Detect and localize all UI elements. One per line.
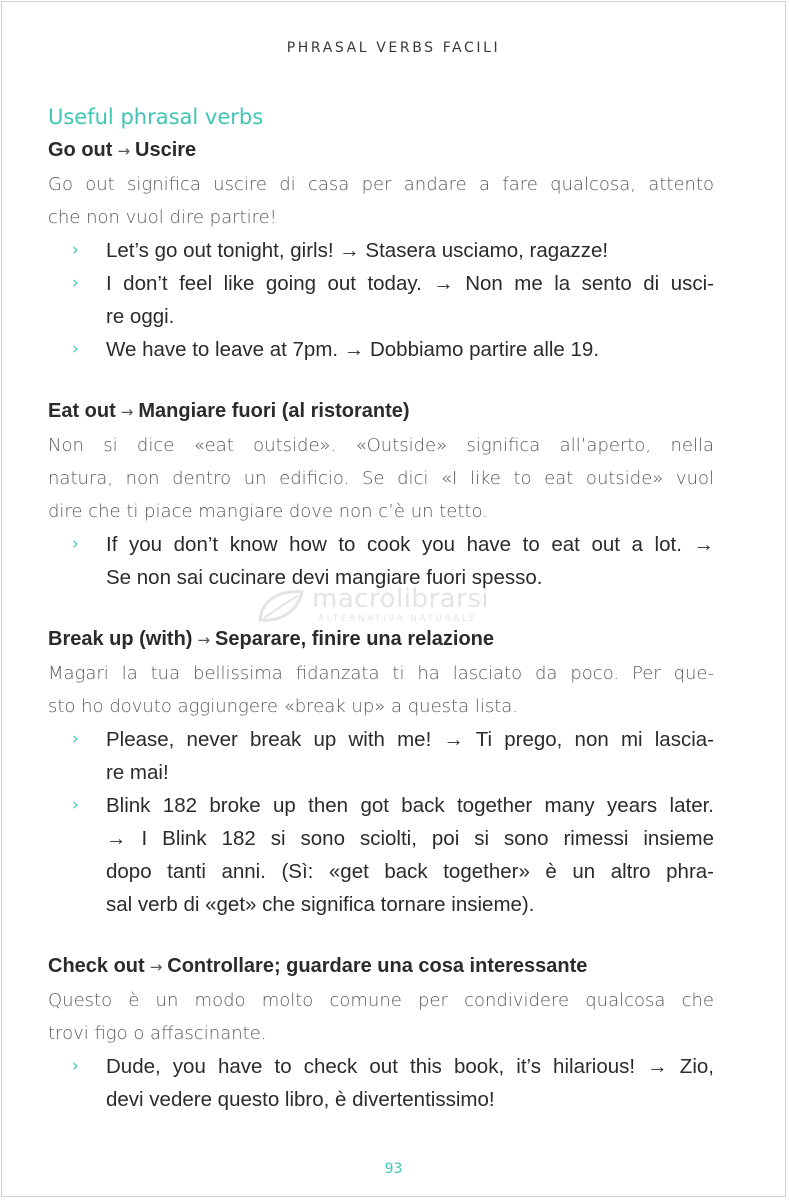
example-sentence <box>48 723 714 789</box>
watermark-name: macrolibrarsi <box>312 584 490 614</box>
entry-spacer <box>48 921 714 950</box>
description-line: Magari la tua bellissima fidanzata ti ha lasciato da poco. Per que- <box>48 663 714 684</box>
entry-description <box>48 984 714 1050</box>
description-line: Non si dice «eat outside». «Outside» significa all’aperto, nella <box>48 435 714 456</box>
example-line: Dude, you have to check out this book, it’s hilarious! → Zio, <box>106 1055 714 1078</box>
example-line: devi vedere questo libro, è divertentissimo! <box>106 1088 495 1111</box>
bullet-chevron-icon: › <box>72 339 79 359</box>
bullet-chevron-icon: › <box>72 729 79 749</box>
bullet-chevron-icon: › <box>72 240 79 260</box>
entry-title <box>48 950 714 984</box>
example-sentence <box>48 267 714 333</box>
phrasal-verb-entry <box>48 134 714 366</box>
example-sentence <box>48 789 714 921</box>
bullet-chevron-icon: › <box>72 1056 79 1076</box>
page-content <box>48 100 714 1116</box>
example-line: dopo tanti anni. (Sì: «get back together» è un altro phra- <box>106 860 714 883</box>
entry-description <box>48 657 714 723</box>
bullet-chevron-icon: › <box>72 273 79 293</box>
entry-meaning: Mangiare fuori (al ristorante) <box>138 400 410 422</box>
example-sentence <box>48 1050 714 1116</box>
arrow-icon: → <box>197 631 211 649</box>
entry-title <box>48 623 714 657</box>
entry-term: Check out <box>48 955 145 977</box>
arrow-icon: → <box>117 142 131 160</box>
example-line: → I Blink 182 si sono sciolti, poi si sono rimessi insieme <box>106 827 714 850</box>
entry-term: Eat out <box>48 400 116 422</box>
example-line: I don’t feel like going out today. → Non me la sento di usci- <box>106 272 714 295</box>
entry-description <box>48 168 714 234</box>
entries-list <box>48 134 714 1116</box>
example-sentence <box>48 528 714 594</box>
entry-meaning: Separare, finire una relazione <box>215 628 495 650</box>
entry-term: Go out <box>48 139 113 161</box>
description-line: che non vuol dire partire! <box>48 207 277 228</box>
phrasal-verb-entry <box>48 366 714 594</box>
example-line: Se non sai cucinare devi mangiare fuori spesso. <box>106 566 543 589</box>
section-title: Useful phrasal verbs <box>48 105 264 129</box>
example-sentence <box>48 333 714 366</box>
running-head: PHRASAL VERBS FACILI <box>286 40 501 56</box>
entry-title <box>48 395 714 429</box>
phrasal-verb-entry <box>48 921 714 1116</box>
description-line: natura, non dentro un edificio. Se dici «I like to eat outside» vuol <box>48 468 714 489</box>
entry-meaning: Controllare; guardare una cosa interessante <box>167 955 588 977</box>
description-line: dire che ti piace mangiare dove non c’è un tetto. <box>48 501 488 522</box>
entry-title <box>48 134 714 168</box>
example-line: Please, never break up with me! → Ti prego, non mi lascia- <box>106 728 714 751</box>
example-line: re mai! <box>106 761 169 784</box>
bullet-chevron-icon: › <box>72 795 79 815</box>
example-line: We have to leave at 7pm. → Dobbiamo partire alle 19. <box>106 338 600 361</box>
phrasal-verb-entry <box>48 594 714 921</box>
entry-meaning: Uscire <box>135 139 197 161</box>
entry-term: Break up (with) <box>48 628 193 650</box>
example-line: re oggi. <box>106 305 175 328</box>
description-line: trovi figo o affascinante. <box>48 1023 267 1044</box>
example-sentence <box>48 234 714 267</box>
example-line: If you don’t know how to cook you have to eat out a lot. → <box>106 533 714 556</box>
description-line: Go out significa uscire di casa per andare a fare qualcosa, attento <box>48 174 714 195</box>
example-line: Blink 182 broke up then got back together many years later. <box>106 794 714 817</box>
arrow-icon: → <box>149 958 163 976</box>
entry-spacer <box>48 594 714 623</box>
book-page <box>1 1 786 1197</box>
entry-description <box>48 429 714 528</box>
entry-spacer <box>48 366 714 395</box>
bullet-chevron-icon: › <box>72 534 79 554</box>
arrow-icon: → <box>120 403 134 421</box>
watermark-tagline: ALTERNATIVA NATURALE <box>318 614 478 624</box>
description-line: Questo è un modo molto comune per condividere qualcosa che <box>48 990 714 1011</box>
description-line: sto ho dovuto aggiungere «break up» a questa lista. <box>48 696 519 717</box>
example-line: Let’s go out tonight, girls! → Stasera usciamo, ragazze! <box>106 239 609 262</box>
example-line: sal verb di «get» che significa tornare insieme). <box>106 893 535 916</box>
page-number: 93 <box>384 1161 403 1177</box>
